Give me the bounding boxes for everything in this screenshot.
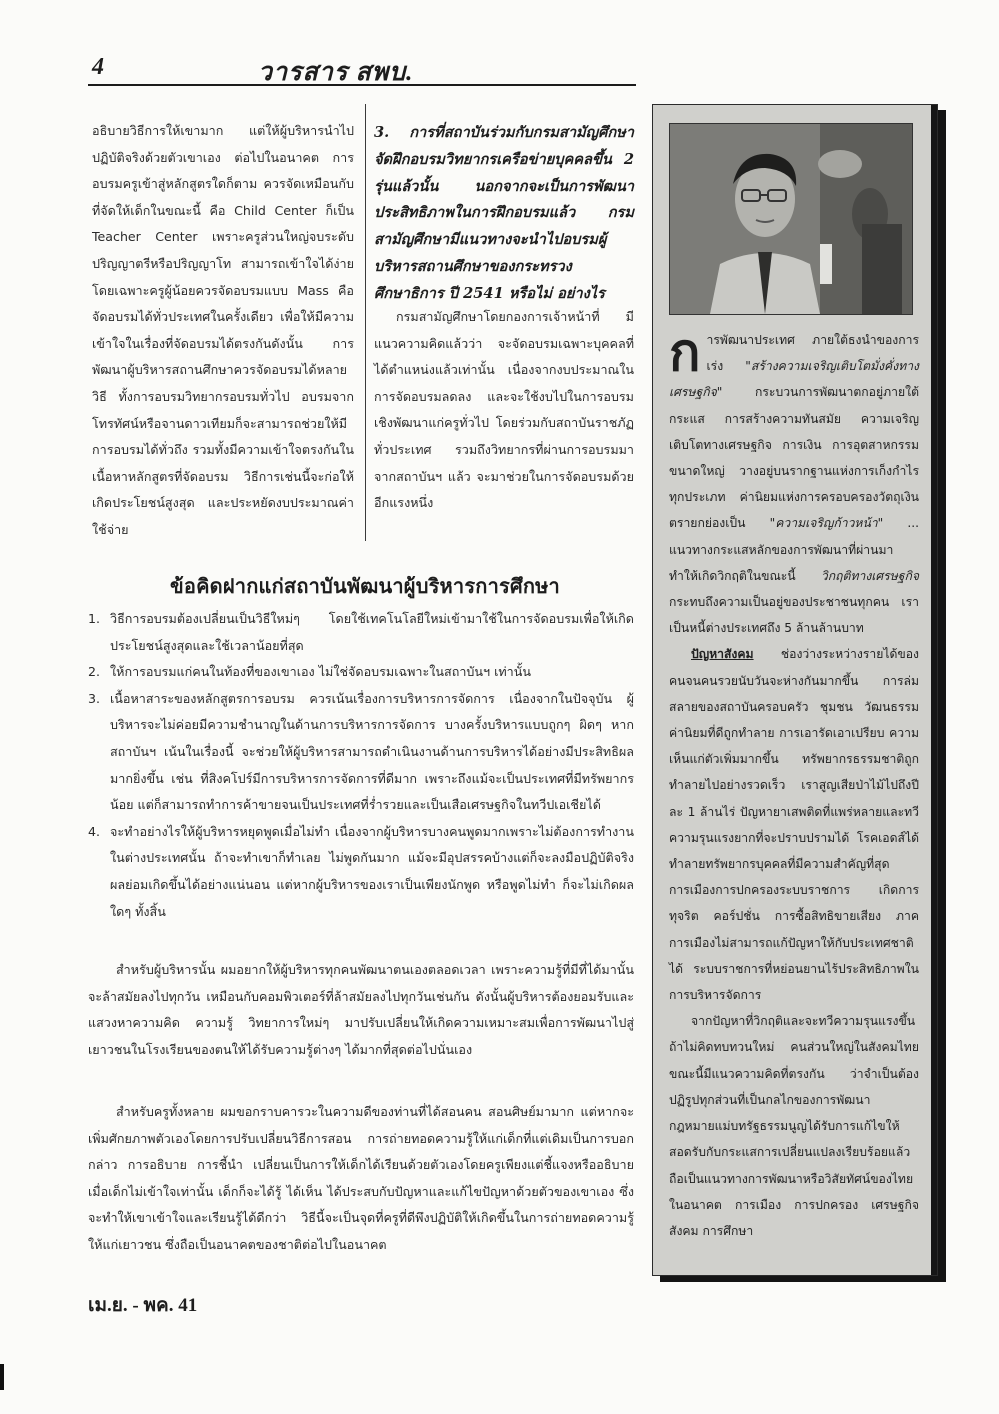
list-item-text: จะทำอย่างไรให้ผู้บริหารหยุดพูดเมื่อไม่ทำ เนื่องจากผู้บริหารบางคนพูดมากเพราะไม่ต้องการทำงาน ในต่างประเทศนั้น ถ้าจะทำเขาก็ทำเลย ไม่พูดกันมาก แม้จะมีอุปสรรคบ้างแต่ก็จะลงมือปฏิบัติจริง ผลย่อมเกิดขึ้นได้อย่างแน่นอน แต่หากผู้บริหารของเราเป็นเพียงนักพูด หรือพูดไม่ทำ ก็จะไม่เกิดผลใดๆ ทั้งสิ้น [110,823,634,919]
sidebar-emphasis: วิกฤติทางเศรษฐกิจ [820,568,919,583]
list-item-text: เนื้อหาสาระของหลักสูตรการอบรม ควรเน้นเรื่องการบริหารการจัดการ เนื่องจากในปัจจุบัน ผู้บริหารจะไม่ค่อยมีความชำนาญในด้านการบริหารการจัดการ บางครั้งบริหารแบบถูกๆ ผิดๆ หากสถาบันฯ เน้นในเรื่องนี้ จะช่วยให้ผู้บริหารสามารถดำเนินงานด้านการบริหารได้อย่างมีประสิทธิผลมากยิ่งขึ้น เช่น ที่สิงคโปร์มีการบริหารการจัดการที่ดีมาก เพราะถึงแม้จะเป็นประเทศที่มีทรัพยากรน้อย แต่ก็สามารถทำการค้าขายจนเป็นประเทศที่ร่ำรวยและเป็นเสือเศรษฐกิจในทวีปเอเชียได้ [110,690,634,813]
list-item [88,686,634,819]
list-item-number: 2. [88,664,101,680]
sidebar-text-segment: ช่องว่างระหว่างรายได้ของคนจนคนรวยนับวันจะห่างกันมากขึ้น การล่มสลายของสถาบันครอบครัว ชุมชน วัฒนธรรม ค่านิยมที่ดีถูกทำลาย การเอารัดเอาเปรียบ ความเห็นแก่ตัวเพิ่มมากขึ้น ทรัพยากรธรรมชาติถูกทำลายไปอย่างรวดเร็ว เราสูญเสียป่าไม้ไปถึงปีละ 1 ล้านไร่ ปัญหายาเสพติดที่แพร่หลายและทวีความรุนแรงยากที่จะปราบปรามได้ โรคเอดส์ได้ทำลายทรัพยากรบุคคลที่มีความสำคัญที่สุด การเมืองการปกครองระบบราชการ เกิดการทุจริต คอร์ปชั่น การซื้อสิทธิขายเสียง ภาคการเมืองไม่สามารถแก้ปัญหาให้กับประเทศชาติได้ ระบบราชการที่หย่อนยานไร้ประสิทธิภาพในการบริหารจัดการ [669,647,919,1003]
interview-question: 3. การที่สถาบันร่วมกับกรมสามัญศึกษาจัดฝึกอบรมวิทยากรเครือข่ายบุคคลขึ้น 2 รุ่นแล้วนั้น นอกจากจะเป็นการพัฒนาประสิทธิภาพในการฝึกอบรมแล้ว กรมสามัญศึกษามีแนวทางจะนำไปอบรมผู้บริหารสถานศึกษาของกระทรวงศึกษาธิการ ปี 2541 หรือไม่ อย่างไร [374,124,634,302]
recommendation-list [88,606,634,925]
sidebar-text [669,323,920,1244]
list-item [88,606,634,659]
paragraph-teachers: สำหรับครูทั้งหลาย ผมขอกราบคารวะในความดีของท่านที่ได้สอนคน สอนศิษย์มามาก แต่หากจะเพิ่มศักยภาพตัวเองโดยการปรับเปลี่ยนวิธีการสอน การถ่ายทอดความรู้ให้แก่เด็กที่แต่เดิมเป็นการบอกกล่าว การอธิบาย การชี้นำ เปลี่ยนเป็นการให้เด็กได้เรียนด้วยตัวเองโดยครูเพียงแต่ชี้แจงหรืออธิบายเมื่อเด็กไม่เข้าใจเท่านั้น เด็กก็จะได้รู้ ได้เห็น ได้ประสบกับปัญหาและแก้ไขปัญหาด้วยตัวของเขาเอง ซึ่งจะทำให้เขาเข้าใจและเรียนรู้ได้ดีกว่า วิธีนี้จะเป็นจุดที่ครูที่ดีพึงปฏิบัติให้เกิดขึ้นในการถ่ายทอดความรู้ให้แก่เยาวชน ซึ่งถือเป็นอนาคตของชาติต่อไปในอนาคต [88,1104,634,1252]
sidebar-emphasis: "สร้างความเจริญเติบโตมั่งคั่งทางเศรษฐกิจ" [669,359,919,400]
list-item-number: 4. [88,823,101,839]
list-item [88,659,634,686]
column-a-text: อธิบายวิธีการให้เขามาก แต่ให้ผู้บริหารนำไปปฏิบัติจริงด้วยตัวเขาเอง ต่อไปในอนาคต การอบรมครูเข้าสู่หลักสูตรใดก็ตาม ควรจัดเหมือนกับที่จัดให้เด็กในขณะนี้ คือ Child Center ก็เป็น Teacher Center เพราะครูส่วนใหญ่จบระดับปริญญาตรีหรือปริญญาโท สามารถเข้าใจได้ง่าย โดยเฉพาะครูผู้น้อยควรจัดอบรมแบบ Mass คือจัดอบรมได้ทั่วประเทศในครั้งเดียว เพื่อให้มีความเข้าใจในเรื่องที่จัดอบรมได้ตรงกันดังนั้น การพัฒนาผู้บริหารสถานศึกษาควรจัดอบรมได้หลายวิธี ทั้งการอบรมวิทยากรอบรมทั่วไป อบรมจากโทรทัศน์หรือจานดาวเทียมก็จะสามารถช่วยให้มีการอบรมได้ทั่วถึง รวมทั้งมีความเข้าใจตรงกันในเนื้อหาหลักสูตรที่จัดอบรม วิธีการเช่นนี้จะก่อให้เกิดประโยชน์สูงสุด และประหยัดงบประมาณค่าใช้จ่าย [92,123,354,537]
paragraph-administrators: สำหรับผู้บริหารนั้น ผมอยากให้ผู้บริหารทุกคนพัฒนาตนเองตลอดเวลา เพราะความรู้ที่มีที่ได้มานั้นจะล้าสมัยลงไปทุกวัน เหมือนกับคอมพิวเตอร์ที่ล้าสมัยลงไปทุกวันเช่นกัน ดังนั้นผู้บริหารต้องยอมรับและแสวงหาความคิด ความรู้ วิทยาการใหม่ๆ มาปรับเปลี่ยนให้เกิดความเหมาะสมเพื่อการพัฒนาไปสู่เยาวชนในโรงเรียนของตนให้ได้รับความรู้ต่างๆ ได้มากที่สุดต่อไปนั่นเอง [88,962,634,1057]
portrait-photo [669,123,913,315]
dropcap: ก [669,323,701,383]
list-item [88,819,634,925]
sidebar-box [652,104,938,1276]
page-number: 4 [92,54,104,80]
column-divider [365,104,366,541]
sidebar-paragraph [669,641,919,1008]
journal-title: วารสาร สพบ. [258,59,414,86]
section-title: ข้อคิดฝากแก่สถาบันพัฒนาผู้บริหารการศึกษา [170,574,560,598]
social-problem-label: ปัญหาสังคม [691,647,754,662]
sidebar-text-segment: กระทบถึงความเป็นอยู่ของประชาชนทุกคน เราเป็นหนี้ต่างประเทศถึง 5 ล้านล้านบาท [669,595,919,636]
sidebar-text-segment: ารพัฒนาประเทศ ภายใต้ธงนำของการเร่ง [706,333,919,374]
sidebar-text-segment: กระบวนการพัฒนาตกอยู่ภายใต้กระแส การสร้างความทันสมัย ความเจริญเติบโตทางเศรษฐกิจ การเงิน การอุตสาหกรรมขนาดใหญ่ วางอยู่บนรากฐานแห่งการเก็งกำไรทุกประเภท ค่านิยมแห่งการครอบครองวัตถุเงินตรายกย่องเป็น [669,385,919,531]
header-rule [88,84,636,86]
sidebar-paragraph: จากปัญหาที่วิกฤติและจะทวีความรุนแรงขึ้นถ้าไม่คิดทบทวนใหม่ คนส่วนใหญ่ในสังคมไทยขณะนี้มีแนวความคิดที่ตรงกัน ว่าจำเป็นต้องปฏิรูปทุกส่วนที่เป็นกลไกของการพัฒนา กฎหมายแม่บทรัฐธรรมนูญได้รับการแก้ไขให้สอดรับกับกระแสการเปลี่ยนแปลงเรียบร้อยแล้วถือเป็นแนวทางการพัฒนาหรือวิสัยทัศน์ของไทยในอนาคต การเมือง การปกครอง เศรษฐกิจ สังคม การศึกษา [669,1014,919,1238]
sidebar-shadow [938,110,946,1282]
list-item-number: 3. [88,690,101,706]
sidebar-emphasis: "ความเจริญก้าวหน้า" [769,516,884,531]
list-item-text: ให้การอบรมแก่คนในท้องที่ของเขาเอง ไม่ใช่จัดอบรมเฉพาะในสถาบันฯ เท่านั้น [110,664,531,680]
list-item-number: 1. [88,611,101,626]
sidebar-text-segment: ... แนวทางกระแสหลักของการพัฒนาที่ผ่านมาทำให้เกิดวิกฤติในขณะนี้ [669,516,920,583]
list-item-text: วิธีการอบรมต้องเปลี่ยนเป็นวิธีใหม่ๆ โดยใช้เทคโนโลยีใหม่เข้ามาใช้ในการจัดอบรมเพื่อให้เกิดประโยชน์สูงสุดและใช้เวลาน้อยที่สุด [110,611,634,653]
interview-answer: กรมสามัญศึกษาโดยกองการเจ้าหน้าที่ มีแนวความคิดแล้วว่า จะจัดอบรมเฉพาะบุคคลที่ได้ตำแหน่งแล้วเท่านั้น เนื่องจากงบประมาณในการจัดอบรมลดลง และจะใช้งบไปในการอบรมเชิงพัฒนาแก่ครูทั่วไป โดยร่วมกับสถาบันราชภัฏทั่วประเทศ รวมถึงวิทยากรที่ผ่านการอบรมมาจากสถาบันฯ แล้ว จะมาช่วยในการจัดอบรมด้วยอีกแรงหนึ่ง [374,309,634,511]
margin-mark [0,1364,4,1390]
issue-footer: เม.ย. - พค. 41 [88,1295,198,1316]
portrait-illustration [670,124,912,314]
